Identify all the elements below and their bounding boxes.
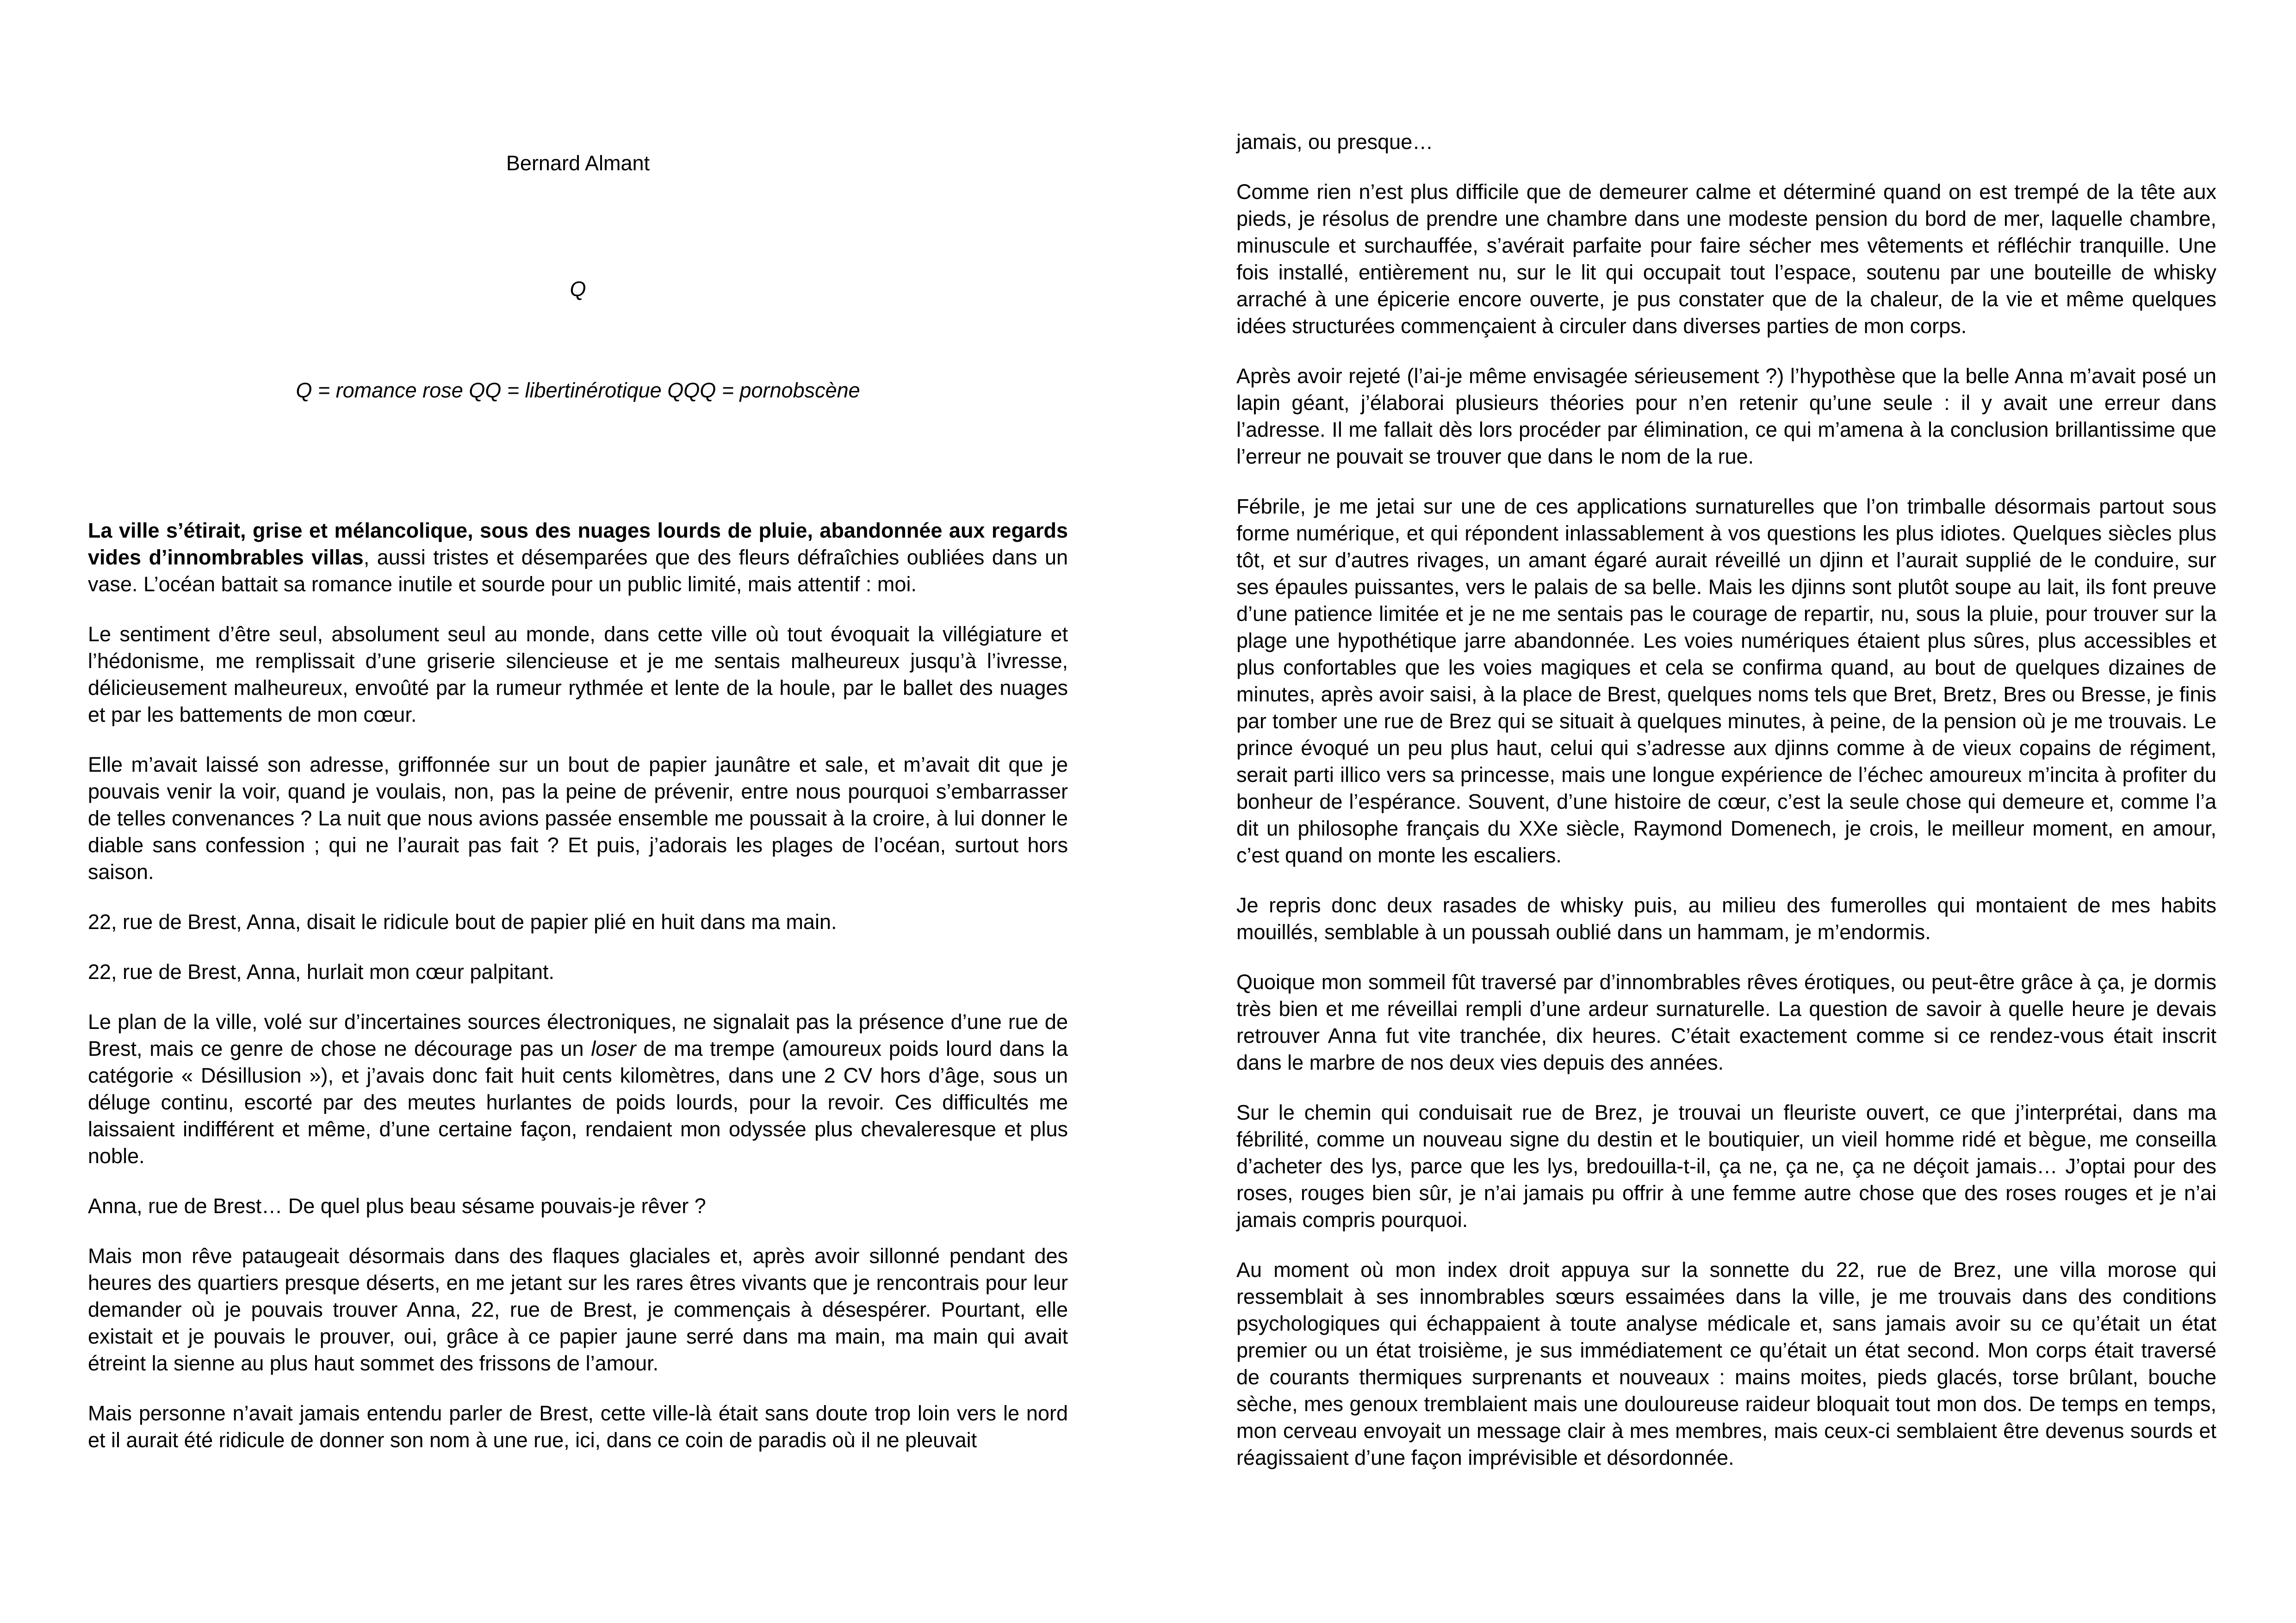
paragraph-text: de ma trempe (amoureux poids lourd dans la catégorie « Désillusion »), et j’avais donc fait huit cents kilomètres, dans une 2 CV hors d’âge, sous un déluge continu, escorté par des meutes hurlantes de poids lourds, pour la revoir. Ces difficultés me laissaient indifférent et même, d’une certaine façon, rendaient mon odyssée plus chevaleresque et plus noble. (88, 1037, 1068, 1168)
paragraph: Anna, rue de Brest… De quel plus beau sésame pouvais-je rêver ? (88, 1194, 706, 1218)
paragraph: Le sentiment d’être seul, absolument seul au monde, dans cette ville où tout évoquait la villégiature et l’hédonisme, me remplissait d’une griserie silencieuse et je me sentais malheureux jusqu’à l’ivresse, délicieusement malheureux, envoûté par la rumeur rythmée et lente de la houle, par le ballet des nuages et par les battements de mon cœur. (88, 622, 1068, 726)
paragraph-text: Le plan de la ville, volé sur d’incertaines sources électroniques, ne signalait pas la présence d’une rue de Brest, mais ce genre de chose ne décourage pas un (88, 1010, 1068, 1060)
paragraph: jamais, ou presque… (1236, 130, 1433, 154)
paragraph: Au moment où mon index droit appuya sur la sonnette du 22, rue de Brez, une villa morose qui ressemblait à ses innombrables sœurs essaimées dans la ville, je me trouvais dans des conditions psychologiques qui échappaient à toute analyse médicale et, sans jamais avoir su ce qu’était un état premier ou un état troisième, je sus immédiatement ce qu’était un état second. Mon corps était traversé de courants thermiques surprenants et nouveaux : mains moites, pieds glacés, torse brûlant, bouche sèche, mes genoux tremblaient mais une douloureuse raideur bloquait tout mon dos. De temps en temps, mon cerveau envoyait un message clair à mes membres, mais ceux-ci semblaient être devenus sourds et réagissaient d’une façon imprévisible et désordonnée. (1236, 1258, 2216, 1469)
opening-bold-text: La ville s’étirait, grise et mélancolique, sous des nuages lourds de pluie, abandonnée aux regards vides d’innombrables villas (88, 519, 1068, 569)
paragraph: 22, rue de Brest, Anna, disait le ridicule bout de papier plié en huit dans ma main. (88, 910, 837, 934)
paragraph: Comme rien n’est plus difficile que de demeurer calme et déterminé quand on est trempé de la tête aux pieds, je résolus de prendre une chambre dans une modeste pension du bord de mer, laquelle chambre, minuscule et surchauffée, s’avérait parfaite pour faire sécher mes vêtements et réfléchir tranquille. Une fois installé, entièrement nu, sur le lit qui occupait tout l’espace, soutenu par une bouteille de whisky arraché à une épicerie encore ouverte, je pus constater que de la chaleur, de la vie et même quelques idées structurées commençaient à circuler dans diverses parties de mon corps. (1236, 180, 2216, 338)
paragraph: 22, rue de Brest, Anna, hurlait mon cœur palpitant. (88, 960, 555, 984)
paragraph: Après avoir rejeté (l’ai-je même envisagée sérieusement ?) l’hypothèse que la belle Anna m’avait posé un lapin géant, j’élaborai plusieurs théories pour n’en retenir qu’une seule : il y avait une erreur dans l’adresse. Il me fallait dès lors procéder par élimination, ce qui m’amena à la conclusion brillantissime que l’erreur ne pouvait se trouver que dans le nom de la rue. (1236, 364, 2216, 468)
paragraph: Elle m’avait laissé son adresse, griffonnée sur un bout de papier jaunâtre et sale, et m’avait dit que je pouvais venir la voir, quand je voulais, non, pas la peine de prévenir, entre nous pourquoi s’embarrasser de telles convenances ? La nuit que nous avions passée ensemble me poussait à la croire, à lui donner le diable sans confession ; qui ne l’aurait pas fait ? Et puis, j’adorais les plages de l’océan, surtout hors saison. (88, 753, 1068, 884)
paragraph: Mais mon rêve pataugeait désormais dans des flaques glaciales et, après avoir sillonné pendant des heures des quartiers presque déserts, en me jetant sur les rares êtres vivants que je rencontrais pour leur demander où je pouvais trouver Anna, 22, rue de Brest, je commençais à désespérer. Pourtant, elle existait et je pouvais le prouver, oui, grâce à ce papier jaune serré dans ma main, ma main qui avait étreint la sienne au plus haut sommet des frissons de l’amour. (88, 1244, 1068, 1375)
rating-label: Q (570, 277, 586, 301)
paragraph (88, 1009, 1068, 1170)
paragraph: Quoique mon sommeil fût traversé par d’innombrables rêves érotiques, ou peut-être grâce à ça, je dormis très bien et me réveillai rempli d’une ardeur surnaturelle. La question de savoir à quelle heure je devais retrouver Anna fut vite tranchée, dix heures. C’était exactement comme si ce rendez-vous était inscrit dans le marbre de nos deux vies depuis des années. (1236, 970, 2216, 1074)
paragraph: Fébrile, je me jetai sur une de ces applications surnaturelles que l’on trimballe désormais partout sous forme numérique, et qui répondent inlassablement à vos questions les plus idiotes. Quelques siècles plus tôt, et sur d’autres rivages, un amant égaré aurait réveillé un djinn et l’aurait supplié de le conduire, sur ses épaules puissantes, vers le palais de sa belle. Mais les djinns sont plutôt soupe au lait, ils font preuve d’une patience limitée et je ne me sentais pas le courage de repartir, nu, sous la pluie, pour trouver sur la plage une hypothétique jarre abandonnée. Les voies numériques étaient plus sûres, plus accessibles et plus confortables que les voies magiques et cela se confirma quand, au bout de quelques dizaines de minutes, après avoir saisi, à la place de Brest, quelques noms tels que Bret, Bretz, Bres ou Bresse, je finis par tomber une rue de Brez qui se situait à quelques minutes, à peine, de la pension où je me trouvais. Le prince évoqué un peu plus haut, celui qui s’adresse aux djinns comme à de vieux copains de régiment, serait parti illico vers sa princesse, mais une longue expérience de l’échec amoureux m’incita à profiter du bonheur de l’espérance. Souvent, d’une histoire de cœur, c’est la seule chose qui demeure et, comme l’a dit un philosophe français du XXe siècle, Raymond Domenech, je crois, le meilleur moment, en amour, c’est quand on monte les escaliers. (1236, 495, 2216, 867)
right-body-text (1236, 129, 2216, 1471)
paragraph: Mais personne n’avait jamais entendu parler de Brest, cette ville-là était sans doute trop loin vers le nord et il aurait été ridicule de donner son nom à une rue, ici, dans ce coin de paradis où il ne pleuvait (88, 1401, 1068, 1452)
left-body-text (88, 517, 1068, 1454)
author-name: Bernard Almant (506, 151, 650, 175)
rating-legend: Q = romance rose QQ = libertinérotique QQQ = pornobscène (296, 378, 860, 402)
paragraph (88, 517, 1068, 598)
paragraph-text: , aussi tristes et désemparées que des fleurs défraîchies oubliées dans un vase. L’océan battait sa romance inutile et sourde pour un public limité, mais attentif : moi. (88, 545, 1068, 596)
italic-word: loser (591, 1037, 636, 1060)
paragraph: Sur le chemin qui conduisait rue de Brez, je trouvai un fleuriste ouvert, ce que j’interprétai, dans ma fébrilité, comme un nouveau signe du destin et le boutiquier, un vieil homme ridé et bègue, me conseilla d’acheter des lys, parce que les lys, bredouilla-t-il, ça ne, ça ne, ça ne déçoit jamais… J’optai pour des roses, rouges bien sûr, je n’ai jamais pu offrir à une femme autre chose que des roses rouges et je n’ai jamais compris pourquoi. (1236, 1101, 2216, 1232)
paragraph: Je repris donc deux rasades de whisky puis, au milieu des fumerolles qui montaient de mes habits mouillés, semblable à un poussah oublié dans un hammam, je m’endormis. (1236, 893, 2216, 944)
